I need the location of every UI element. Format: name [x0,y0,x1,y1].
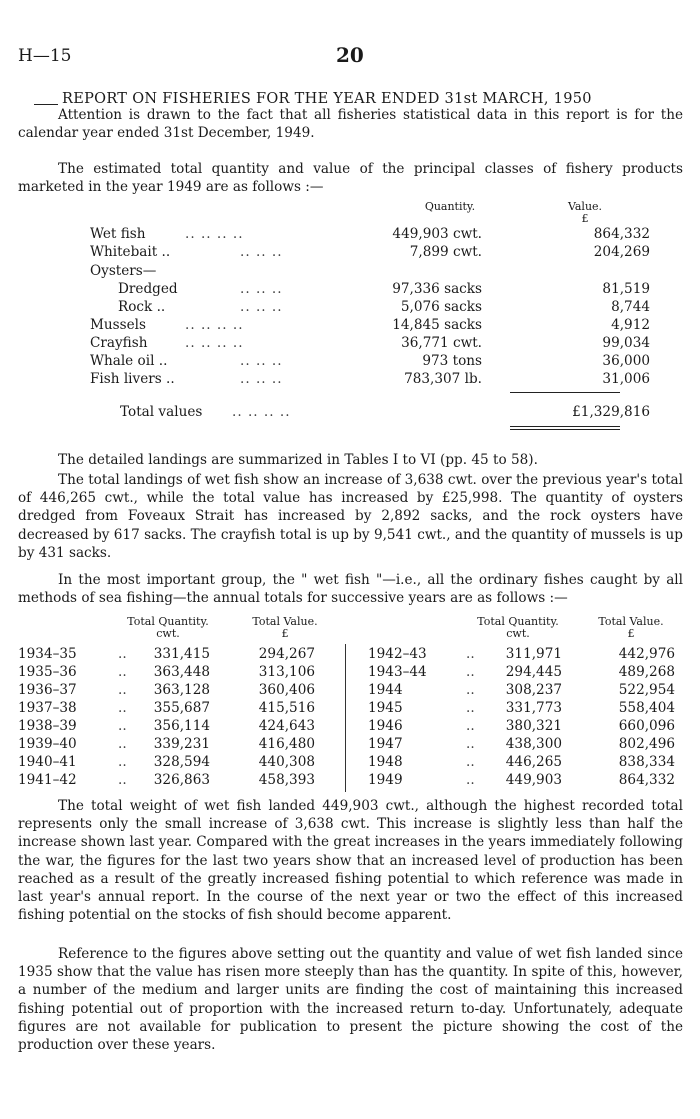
paragraph-text: Reference to the figures above setting out the quantity and value of wet fish landed since 1935 show that the value has risen more steeply than has the quantity. In spite of this, however, a number of the medium and larger units are finding the cost of maintaining this increased fishing potential out of proportion with the increased return to-day. Unfortunately, adequate figures are not available for publication to present the picture showing the cost of the production over these years. [18,946,683,1054]
quantity-cell: 356,114 [153,718,210,734]
total-row [0,404,700,421]
leader-dots: .. [466,736,475,752]
quantity-cell: 355,687 [153,700,210,716]
paragraph-intro-products [18,160,683,196]
leader-dots: .. [118,754,127,770]
year-cell: 1934–35 [18,646,77,662]
year-cell: 1946 [368,718,403,734]
leader-dots: .. [118,700,127,716]
value-cell: 313,106 [258,664,315,680]
paragraph-text: The detailed landings are summarized in Tables I to VI (pp. 45 to 58). [58,452,538,468]
year-cell: 1940–41 [18,754,77,770]
row-value: 864,332 [593,226,650,242]
left-col-qty-unit: cwt. [156,627,180,640]
leader-dots: .. .. .. [240,353,283,369]
quantity-cell: 331,773 [505,700,562,716]
row-label: Whale oil .. [90,353,168,369]
year-cell: 1943–44 [368,664,427,680]
quantity-cell: 380,321 [505,718,562,734]
leader-dots: .. [118,718,127,734]
report-code: H—15 [18,46,72,66]
leader-dots: .. .. .. .. [185,317,244,333]
table-row [0,263,700,280]
paragraph-landings [18,471,683,562]
table-row [0,281,700,298]
row-quantity: 5,076 sacks [400,299,482,315]
value-cell: 489,268 [618,664,675,680]
row-quantity: 14,845 sacks [392,317,482,333]
leader-dots: .. .. .. .. [185,226,244,242]
year-cell: 1949 [368,772,403,788]
leader-dots: .. [118,772,127,788]
total-value: £1,329,816 [572,404,650,420]
table-row [0,682,700,699]
quantity-cell: 328,594 [153,754,210,770]
value-cell: 660,096 [618,718,675,734]
leader-dots: .. .. .. .. [232,404,291,420]
table-row [0,700,700,717]
year-cell: 1936–37 [18,682,77,698]
value-cell: 440,308 [258,754,315,770]
table-row [0,335,700,352]
row-label: Whitebait .. [90,244,171,260]
leader-dots: .. [466,700,475,716]
paragraph-text: Attention is drawn to the fact that all fisheries statistical data in this report is for the calendar year ended 31st December, 1949. [18,107,683,142]
leader-dots: .. .. .. [240,371,283,387]
value-cell: 864,332 [618,772,675,788]
value-cell: 415,516 [258,700,315,716]
leader-dots: .. [466,664,475,680]
paragraph-value-reference [18,945,683,1054]
year-cell: 1939–40 [18,736,77,752]
row-value: 99,034 [602,335,650,351]
table-row [0,371,700,388]
row-value: 204,269 [593,244,650,260]
year-cell: 1938–39 [18,718,77,734]
row-label: Crayfish [90,335,148,351]
quantity-cell: 311,971 [505,646,562,662]
leader-dots: .. [466,646,475,662]
quantity-cell: 308,237 [505,682,562,698]
table-row [0,353,700,370]
table-row [0,646,700,663]
table-row [0,317,700,334]
year-cell: 1944 [368,682,403,698]
leader-dots: .. [466,772,475,788]
row-value: 36,000 [602,353,650,369]
year-cell: 1935–36 [18,664,77,680]
value-cell: 424,643 [258,718,315,734]
row-label: Rock .. [118,299,166,315]
leader-dots: .. [118,736,127,752]
paragraph-total-weight [18,797,683,924]
quantity-cell: 449,903 [505,772,562,788]
table-row [0,754,700,771]
value-cell: 838,334 [618,754,675,770]
year-cell: 1947 [368,736,403,752]
paragraph-text: The estimated total quantity and value of the principal classes of fishery products marketed in the year 1949 are as follows :— [18,161,683,196]
value-cell: 458,393 [258,772,315,788]
quantity-cell: 446,265 [505,754,562,770]
year-cell: 1945 [368,700,403,716]
value-cell: 522,954 [618,682,675,698]
value-cell: 294,267 [258,646,315,662]
total-rule-double [510,429,620,430]
row-quantity: 7,899 cwt. [409,244,482,260]
row-value: 81,519 [602,281,650,297]
quantity-cell: 331,415 [153,646,210,662]
leader-dots: .. [466,682,475,698]
page-title: REPORT ON FISHERIES FOR THE YEAR ENDED 31st MARCH, 1950 [62,91,592,107]
table-row [0,736,700,753]
paragraph-wet-fish-intro [18,571,683,607]
title-dash [34,104,58,105]
quantity-cell: 294,445 [505,664,562,680]
leader-dots: .. .. .. .. [185,335,244,351]
row-quantity: 783,307 lb. [404,371,482,387]
row-label: Mussels [90,317,146,333]
table-row [0,299,700,316]
quantity-cell: 326,863 [153,772,210,788]
year-cell: 1941–42 [18,772,77,788]
right-col-val-unit: £ [627,627,635,640]
row-value: 4,912 [611,317,650,333]
table-row [0,244,700,261]
quantity-cell: 339,231 [153,736,210,752]
quantity-cell: 363,128 [153,682,210,698]
row-label: Fish livers .. [90,371,175,387]
row-quantity: 36,771 cwt. [401,335,482,351]
page-number: 20 [336,43,364,67]
paragraph-text: In the most important group, the " wet fish "—i.e., all the ordinary fishes caught by all methods of sea fishing—the annual totals for successive years are as follows :— [18,572,683,607]
value-cell: 360,406 [258,682,315,698]
paragraph-text: The total weight of wet fish landed 449,903 cwt., although the highest recorded total represents only the small increase of 3,638 cwt. This increase is slightly less than half the increase shown last year. Compared with the great increases in the years immediately following the war, the figures for the last two years show that an increased level of production has been reached as a result of the greatly increased fishing potential to which reference was made in last year's annual report. In the course of the next year or two the effect of this increased fishing potential on the stocks of fish should become apparent. [18,798,683,924]
row-label: Wet fish [90,226,146,242]
quantity-cell: 363,448 [153,664,210,680]
year-cell: 1942–43 [368,646,427,662]
oysters-heading: Oysters— [90,263,157,279]
leader-dots: .. [118,682,127,698]
paragraph-text: The total landings of wet fish show an increase of 3,638 cwt. over the previous year's total of 446,265 cwt., while the total value has increased by £25,998. The quantity of oysters dredged from Foveaux Strait has increased by 2,892 sacks, and the rock oysters have decreased by 617 sacks. The crayfish total is up by 9,541 cwt., and the quantity of mussels is up by 431 sacks. [18,472,683,561]
total-rule-bottom [510,426,620,427]
table-row [0,664,700,681]
row-value: 31,006 [602,371,650,387]
quantity-cell: 438,300 [505,736,562,752]
left-col-val-header: Total Value. [252,615,318,628]
total-label: Total values [120,404,203,420]
total-rule-top [510,392,620,393]
leader-dots: .. .. .. [240,281,283,297]
paragraph-data-note [18,106,683,142]
right-col-qty-unit: cwt. [506,627,530,640]
leader-dots: .. [466,718,475,734]
table-row [0,772,700,789]
leader-dots: .. .. .. [240,299,283,315]
left-col-qty-header: Total Quantity. [127,615,209,628]
row-quantity: 973 tons [422,353,482,369]
year-cell: 1948 [368,754,403,770]
leader-dots: .. [118,664,127,680]
col-value-unit: £ [581,212,589,225]
value-cell: 442,976 [618,646,675,662]
value-cell: 802,496 [618,736,675,752]
year-cell: 1937–38 [18,700,77,716]
right-col-val-header: Total Value. [598,615,664,628]
leader-dots: .. [118,646,127,662]
row-quantity: 449,903 cwt. [392,226,482,242]
value-cell: 416,480 [258,736,315,752]
value-cell: 558,404 [618,700,675,716]
col-quantity-header: Quantity. [424,200,476,213]
row-value: 8,744 [611,299,650,315]
leader-dots: .. [466,754,475,770]
paragraph-tables-ref [18,451,683,469]
table-row [0,718,700,735]
row-label: Dredged [118,281,178,297]
table-row [0,226,700,243]
left-col-val-unit: £ [281,627,289,640]
row-quantity: 97,336 sacks [392,281,482,297]
col-value-header: Value. [567,200,603,213]
right-col-qty-header: Total Quantity. [477,615,559,628]
leader-dots: .. .. .. [240,244,283,260]
